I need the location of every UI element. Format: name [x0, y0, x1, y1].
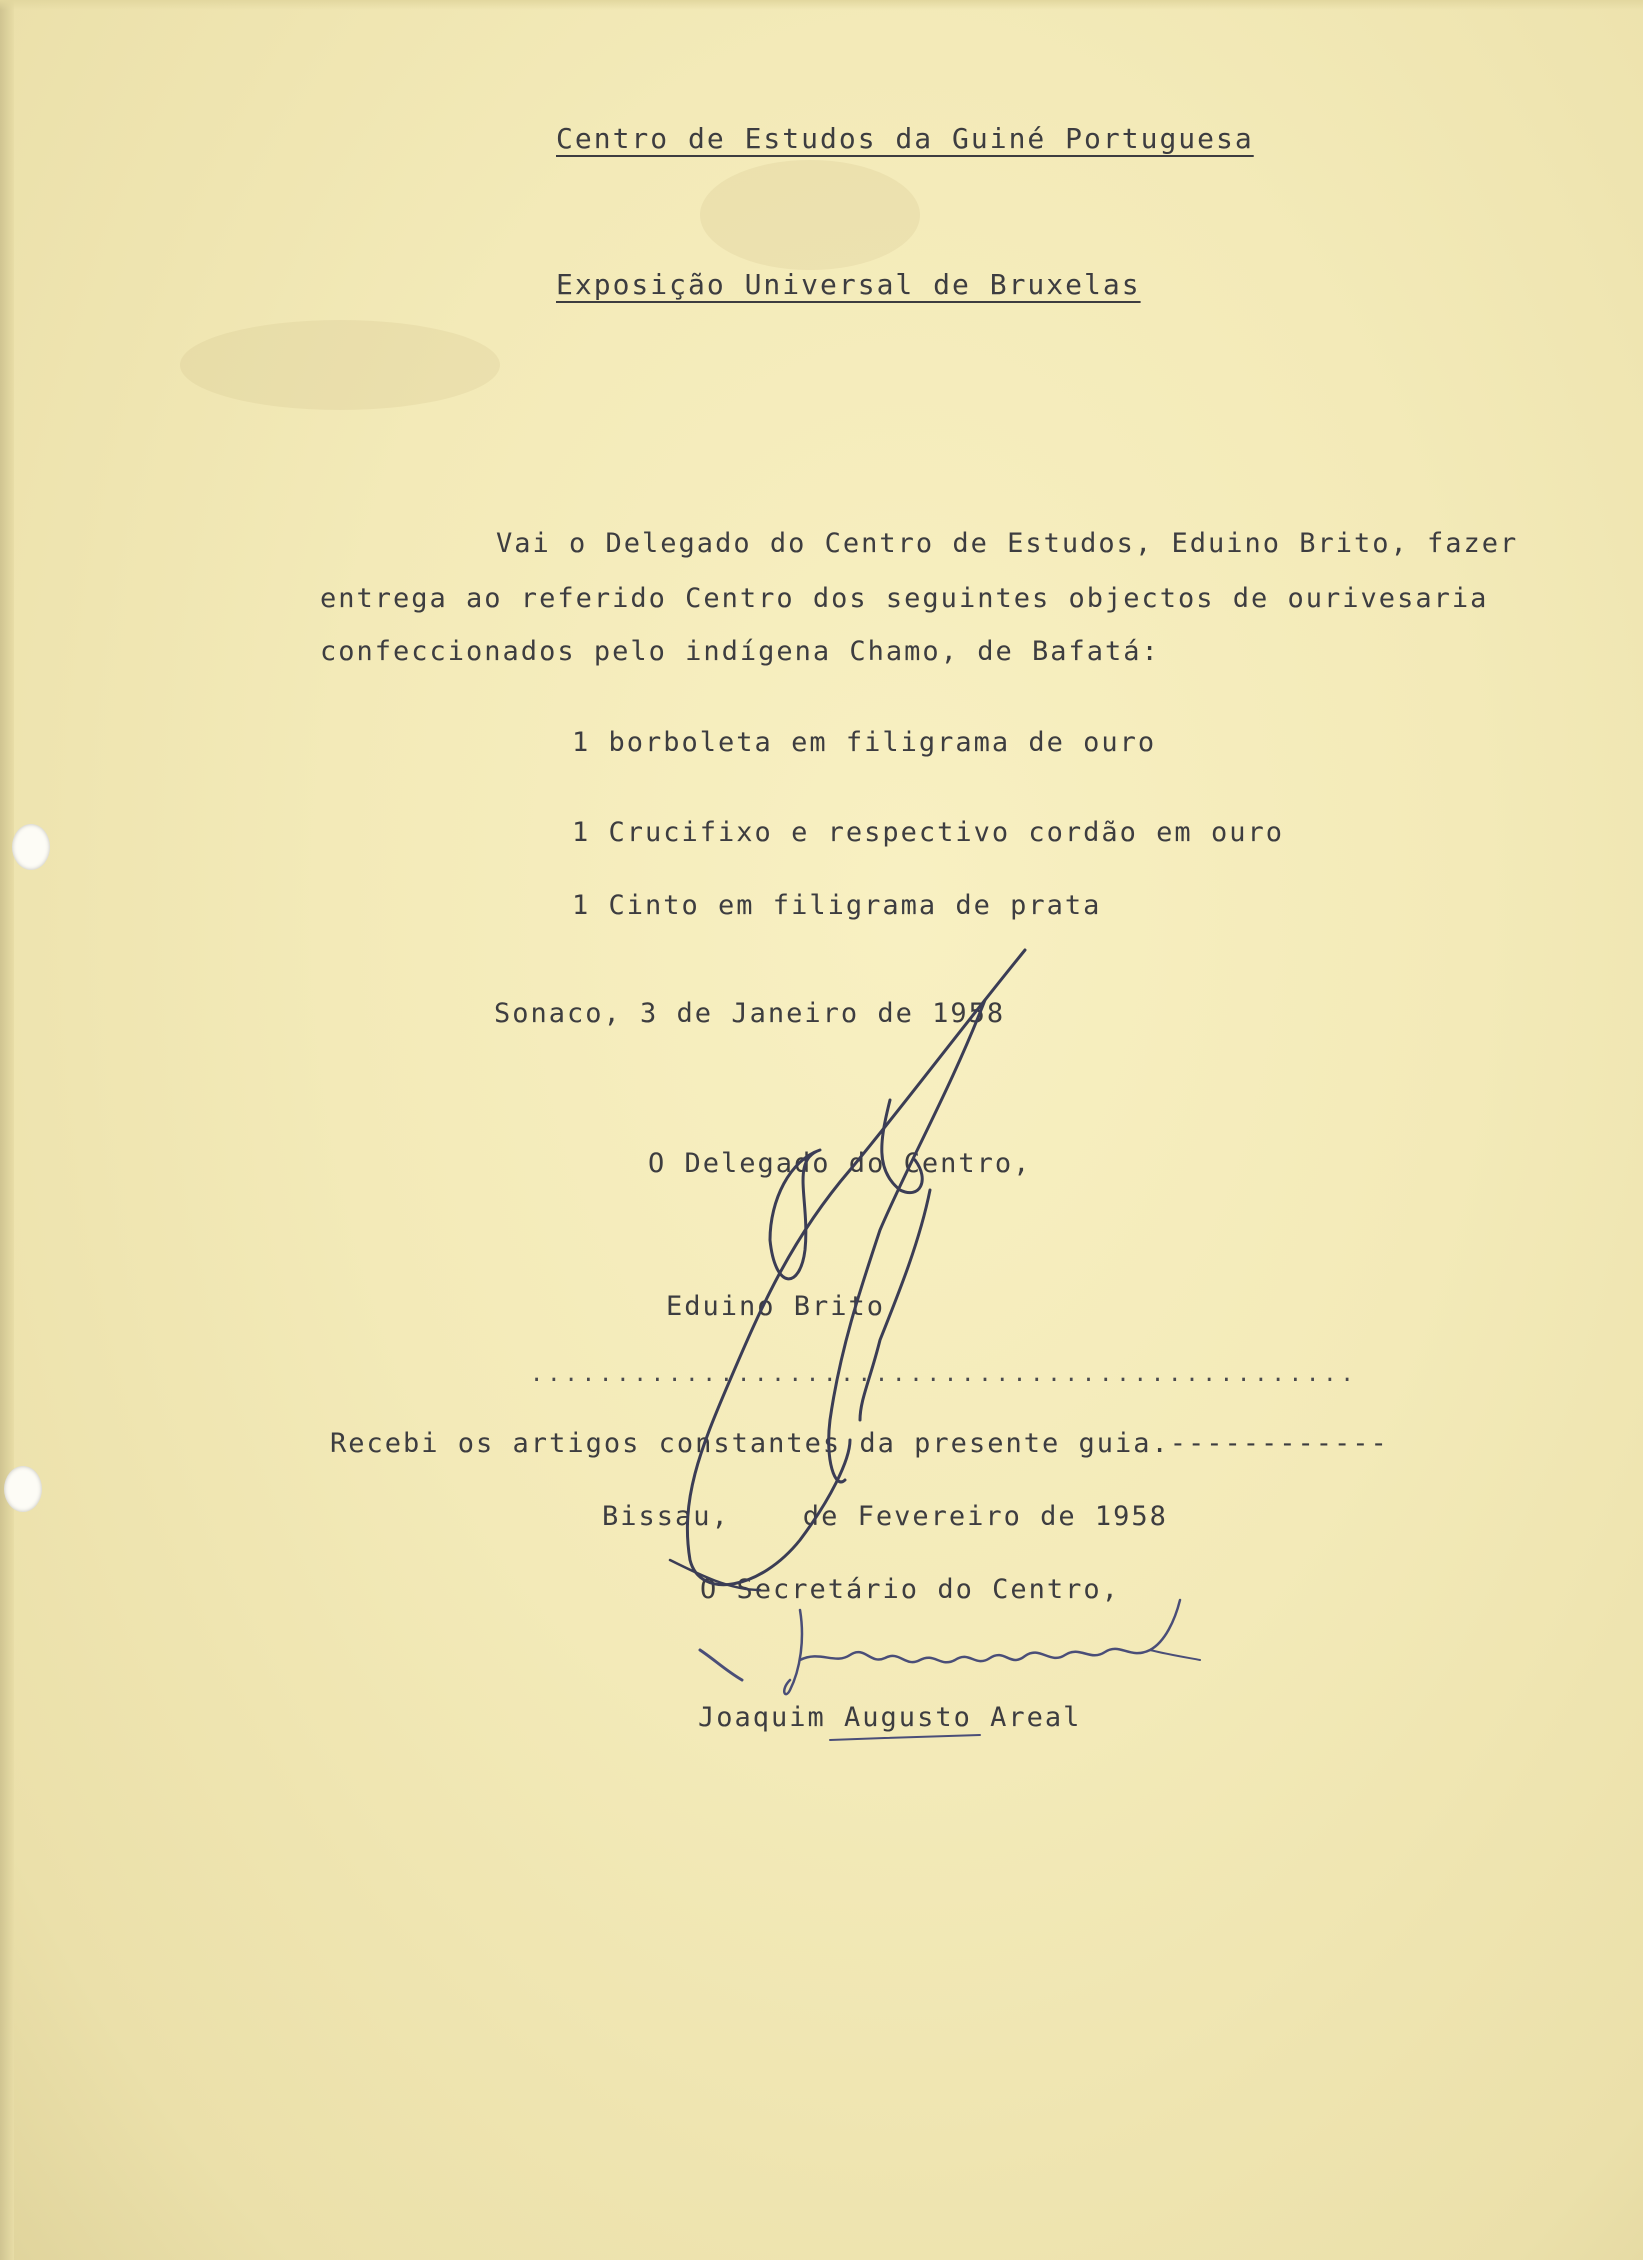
paragraph-line: Vai o Delegado do Centro de Estudos, Eduino Brito, fazer [496, 528, 1519, 559]
secretary-signature [700, 1600, 1200, 1740]
delegate-signature [670, 950, 1025, 1590]
delegate-title: O Delegado do Centro, [648, 1148, 1032, 1179]
paragraph-line: entrega ao referido Centro dos seguintes objectos de ourivesaria [320, 583, 1489, 614]
secretary-title: O Secretário do Centro, [700, 1574, 1120, 1605]
paragraph-line: confeccionados pelo indígena Chamo, de Bafatá: [320, 636, 1160, 667]
receipt-place-date: Bissau, de Fevereiro de 1958 [602, 1501, 1168, 1532]
list-item: 1 Cinto em filigrama de prata [572, 890, 1102, 921]
list-item: 1 Crucifixo e respectivo cordão em ouro [572, 817, 1284, 848]
place-date: Sonaco, 3 de Janeiro de 1958 [494, 998, 1006, 1029]
receipt-statement: Recebi os artigos constantes da presente guia.------------ [330, 1428, 1389, 1459]
institution-heading: Centro de Estudos da Guiné Portuguesa [556, 122, 1254, 155]
list-item: 1 borboleta em filigrama de ouro [572, 727, 1157, 758]
separator-dots: ................................................ [530, 1362, 1358, 1387]
delegate-name: Eduino Brito [666, 1291, 886, 1322]
secretary-name: Joaquim Augusto Areal [698, 1702, 1082, 1733]
event-heading: Exposição Universal de Bruxelas [556, 268, 1141, 301]
